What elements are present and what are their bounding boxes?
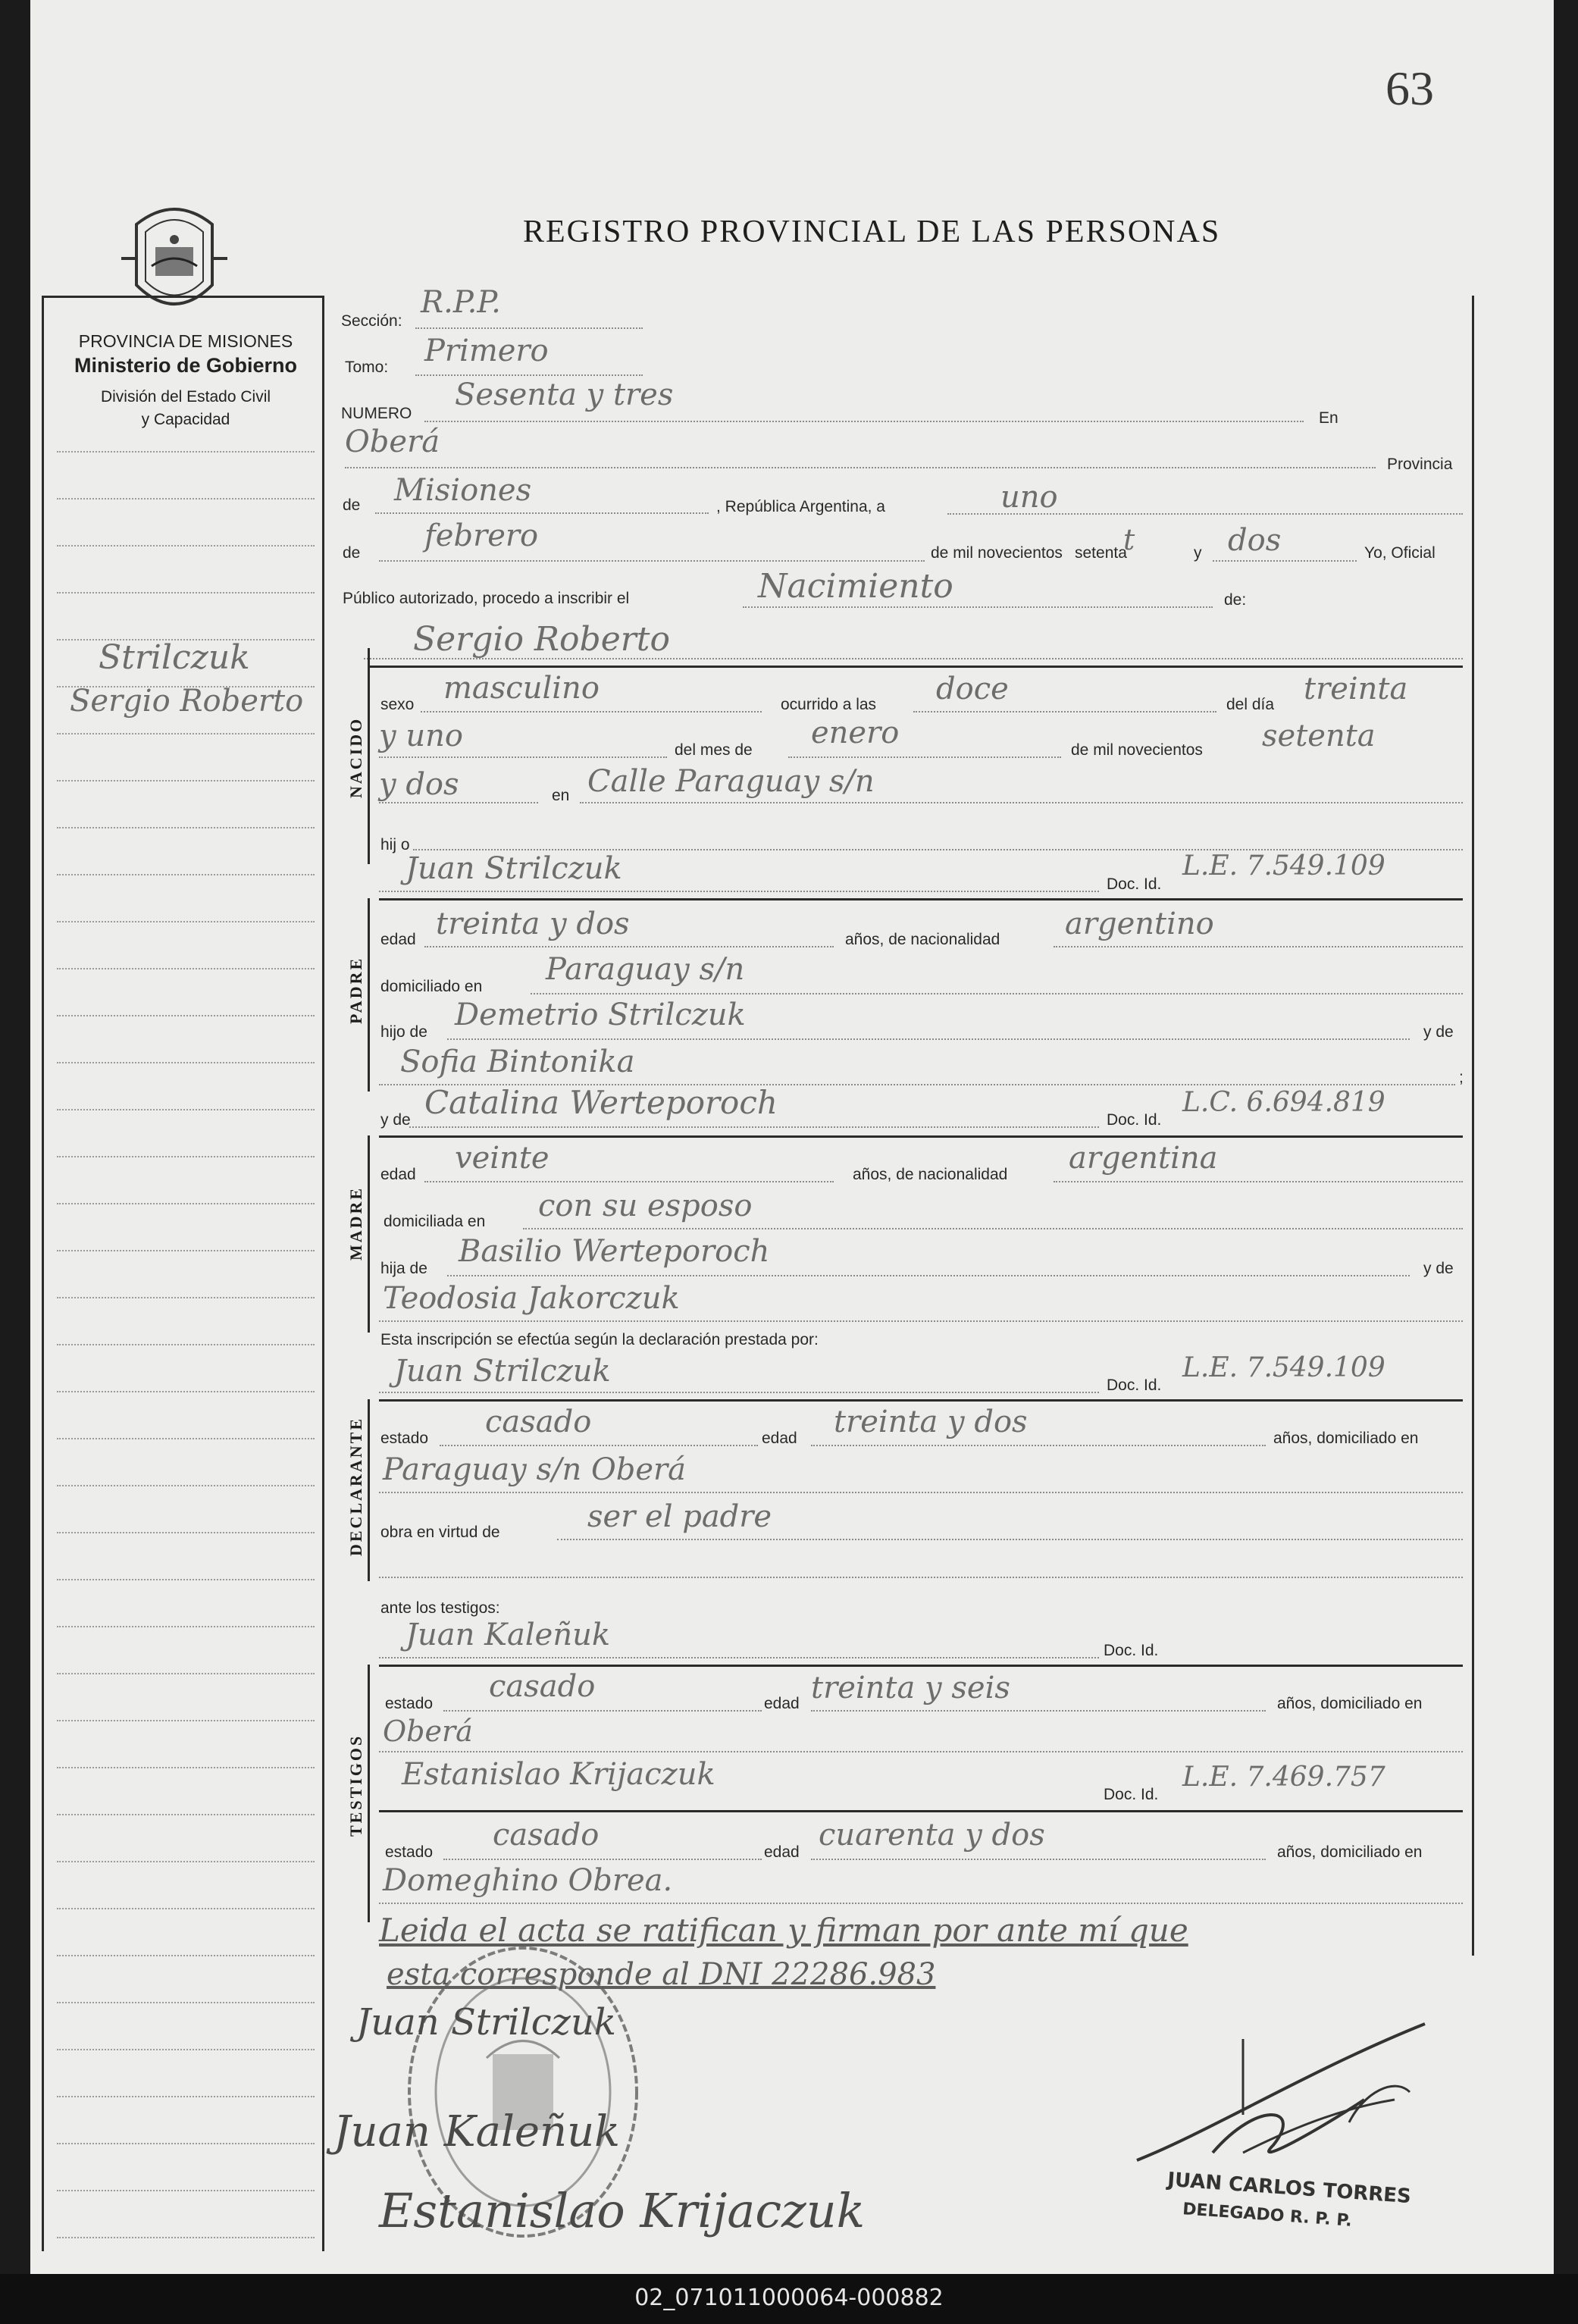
padre-nombre: Juan Strilczuk [405,851,622,886]
section-label-declarante: DECLARANTE [346,1416,365,1556]
mes-label: del mes de [675,741,753,759]
letterhead-division: División del Estado Civil [100,388,271,406]
signature-juan-kalenuk: Juan Kaleñuk [333,2107,621,2156]
margin-ruled-line [57,1438,315,1439]
padre-semicolon: ; [1459,1069,1464,1086]
madre-madre-de: Teodosia Jakorczuk [383,1281,680,1316]
testigo1-estado-label: estado [385,1695,434,1712]
section-label-testigos: TESTIGOS [346,1734,365,1837]
margin-ruled-line [57,1156,315,1157]
de-label: de [343,496,361,514]
section-label-padre: PADRE [346,956,365,1024]
padre-dom-label: domiciliado en [380,978,483,995]
padre-doc-label: Doc. Id. [1107,875,1162,893]
margin-ruled-line [57,1203,315,1204]
margin-ruled-line [57,1861,315,1862]
numero-label: NUMERO [341,405,412,422]
margin-ruled-line [57,1908,315,1909]
document-title: REGISTRO PROVINCIAL DE LAS PERSONAS [523,215,1221,249]
dia-label: del día [1226,696,1275,713]
margin-ruled-line [57,780,315,781]
testigo1-domicilio: Oberá [383,1715,473,1748]
madre-doc: L.C. 6.694.819 [1182,1087,1385,1118]
margin-right-rule [322,296,324,2251]
closing-line-2: esta corresponde al DNI 22286.983 [387,1957,936,1992]
section-label-madre: MADRE [346,1185,365,1261]
sexo-label: sexo [380,696,415,713]
margin-ruled-line [57,592,315,594]
testigo2-doc: L.E. 7.469.757 [1182,1762,1385,1793]
testigo2-edad-label: edad [764,1843,800,1861]
testigo2-estado: casado [493,1818,600,1853]
mes-value: febrero [424,518,539,553]
testigo2-dom-label: años, domiciliado en [1277,1843,1423,1861]
madre-y-de-label: y de [380,1111,411,1129]
publico-label: Público autorizado, procedo a inscribir el [343,590,630,607]
margin-ruled-line [57,1015,315,1016]
declarante-nombre: Juan Strilczuk [394,1354,611,1389]
testigo2-domicilio: Domeghino Obrea. [383,1863,673,1898]
margin-ruled-line [57,2002,315,2003]
margin-ruled-line [57,1673,315,1674]
margin-ruled-line [57,1626,315,1627]
oficial-label: Yo, Oficial [1364,544,1436,562]
madre-y-de2-label: y de [1423,1260,1454,1277]
letterhead-ministry: Ministerio de Gobierno [74,354,298,377]
margin-ruled-line [57,1767,315,1768]
declarante-estado-label: estado [380,1430,429,1447]
padre-edad-label: edad [380,931,416,948]
declarante-doc-label: Doc. Id. [1107,1377,1162,1394]
testigo1-estado: casado [489,1669,596,1704]
anio-y: y [1194,544,1202,562]
coat-of-arms-seal [121,194,227,323]
anio2-value-nacido: y dos [379,767,459,802]
margin-ruled-line [57,2049,315,2050]
testigo1-edad: treinta y seis [811,1671,1010,1705]
nacido-nombre: Sergio Roberto [413,620,670,659]
margin-ruled-line [57,1344,315,1345]
anio-decena-printed: setenta [1075,544,1127,562]
tomo-value: Primero [424,334,549,368]
dia2-value: y uno [379,719,463,753]
dia-value: uno [1000,480,1058,515]
anio-unidad: dos [1228,523,1282,558]
declarante-obra: ser el padre [587,1499,772,1534]
testigo2-edad: cuarenta y dos [819,1818,1045,1853]
padre-doc: L.E. 7.549.109 [1182,850,1385,882]
anio-label: de mil novecientos [931,544,1063,562]
margin-ruled-line [57,827,315,828]
madre-nac-label: años, de nacionalidad [853,1166,1008,1183]
en-label: En [1319,409,1338,427]
footer-bar [0,2274,1578,2324]
margin-ruled-line [57,498,315,500]
margin-left-rule [42,296,44,2251]
margin-ruled-line [57,2237,315,2238]
testigo2-nombre: Estanislao Krijaczuk [402,1757,715,1792]
padre-nac-label: años, de nacionalidad [845,931,1000,948]
madre-padre-de: Basilio Werteporoch [459,1234,770,1269]
margin-note-given-names: Sergio Roberto [70,684,304,719]
margin-ruled-line [57,1532,315,1533]
signature-juan-strilczuk: Juan Strilczuk [356,2001,616,2044]
madre-hija-label: hija de [380,1260,427,1277]
margin-top-rule [42,296,322,298]
padre-edad: treinta y dos [436,907,630,941]
acto-value: Nacimiento [758,567,953,606]
padre-domicilio: Paraguay s/n [546,952,745,987]
testigo2-doc-label: Doc. Id. [1104,1786,1159,1803]
margin-ruled-line [57,2190,315,2191]
margin-ruled-line [57,1062,315,1063]
declarante-intro: Esta inscripción se efectúa según la declaración prestada por: [380,1331,819,1348]
padre-madre-de: Sofia Bintonika [400,1045,635,1079]
provincia-label: Provincia [1387,456,1453,473]
page-right-rule [1472,296,1474,1956]
anio-label-nacido: de mil novecientos [1071,741,1203,759]
madre-edad-label: edad [380,1166,416,1183]
mes-value: enero [811,716,900,750]
testigo1-edad-label: edad [764,1695,800,1712]
madre-nacionalidad: argentina [1069,1141,1218,1176]
madre-domicilio: con su esposo [538,1189,753,1223]
margin-ruled-line [57,451,315,453]
margin-note-surname: Strilczuk [99,638,250,677]
page-number: 63 [1385,61,1434,115]
madre-doc-label: Doc. Id. [1107,1111,1162,1129]
en-value: Oberá [345,424,440,459]
hijo-label: hij o [380,836,410,853]
margin-ruled-line [57,968,315,969]
declarante-dom-label: años, domiciliado en [1273,1430,1419,1447]
margin-ruled-line [57,921,315,922]
madre-nombre: Catalina Werteporoch [424,1084,778,1121]
letterhead-province: PROVINCIA DE MISIONES [78,331,293,351]
declarante-obra-label: obra en virtud de [380,1524,500,1541]
footer-image-id: 02_071011000064-000882 [634,2285,944,2311]
official-role-stamp: DELEGADO R. P. P. [1182,2200,1353,2231]
margin-ruled-line [57,1814,315,1815]
en-label-nacido: en [552,787,570,804]
de2-label: de [343,544,361,562]
closing-line-1: Leida el acta se ratifican y firman por ante mí que [379,1912,1188,1949]
declarante-domicilio: Paraguay s/n Oberá [383,1452,686,1487]
margin-ruled-line [57,1109,315,1110]
tomo-label: Tomo: [345,359,389,376]
official-name-stamp: JUAN CARLOS TORRES [1166,2168,1412,2209]
margin-ruled-line [57,1485,315,1486]
padre-padre-de: Demetrio Strilczuk [455,998,746,1032]
declarante-doc: L.E. 7.549.109 [1182,1352,1385,1383]
sexo-value: masculino [443,671,600,706]
margin-ruled-line [57,1955,315,1956]
republica-label: , República Argentina, a [716,498,885,515]
testigo2-estado-label: estado [385,1843,434,1861]
declarante-edad-label: edad [762,1430,797,1447]
margin-ruled-line [57,545,315,547]
margin-ruled-line [57,1250,315,1251]
declarante-estado: casado [485,1405,592,1439]
letterhead-capacity: y Capacidad [141,411,230,428]
numero-value: Sesenta y tres [455,377,674,412]
margin-ruled-line [57,1720,315,1721]
testigos-intro: ante los testigos: [380,1599,500,1617]
provincia-value: Misiones [394,473,532,508]
margin-ruled-line [57,1297,315,1298]
signature-estanislao-krijaczuk: Estanislao Krijaczuk [379,2183,866,2238]
de3-label: de: [1224,591,1247,609]
section-label-nacido: NACIDO [346,716,365,798]
margin-ruled-line [57,2143,315,2144]
lugar-value: Calle Paraguay s/n [587,764,875,799]
testigo1-nombre: Juan Kaleñuk [405,1618,611,1652]
margin-ruled-line [57,733,315,734]
padre-nacionalidad: argentino [1065,907,1214,941]
testigo1-dom-label: años, domiciliado en [1277,1695,1423,1712]
madre-dom-label: domiciliada en [384,1213,486,1230]
declarante-edad: treinta y dos [834,1405,1028,1439]
anio-value-nacido: setenta [1262,719,1376,753]
testigo1-doc-label: Doc. Id. [1104,1642,1159,1659]
margin-ruled-line [57,1391,315,1392]
margin-ruled-line [57,2096,315,2097]
margin-ruled-line [57,1579,315,1580]
seccion-label: Sección: [341,312,402,330]
official-signature [1122,2009,1486,2191]
seccion-value: R.P.P. [421,285,501,320]
hora-label: ocurrido a las [781,696,877,713]
padre-hijo-label: hijo de [380,1023,427,1041]
dia-value: treinta [1304,672,1408,706]
madre-edad: veinte [455,1141,549,1176]
margin-ruled-line [57,874,315,875]
padre-y-de-label: y de [1423,1023,1454,1041]
hora-value: doce [936,672,1009,706]
